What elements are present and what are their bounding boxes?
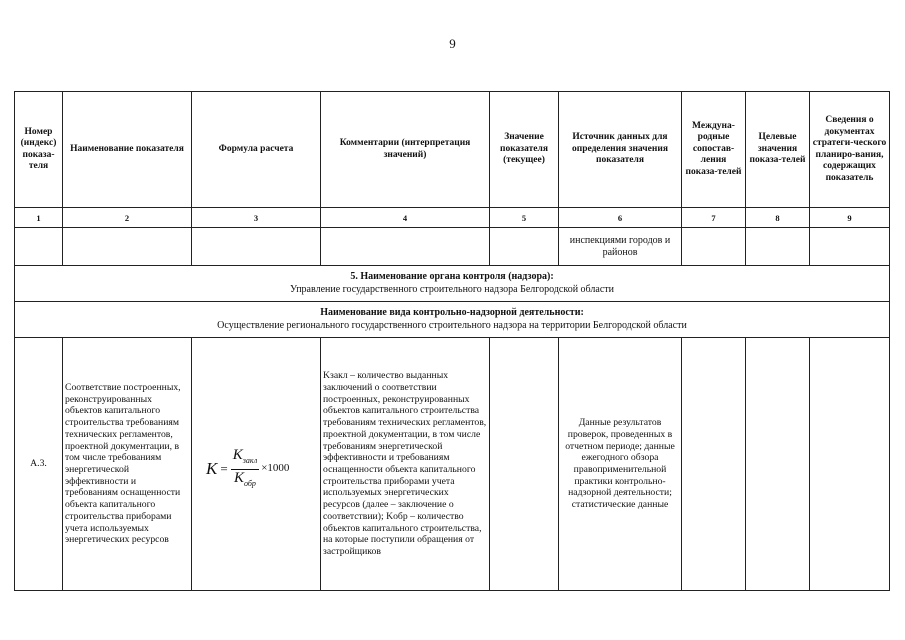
formula-equals: = xyxy=(220,461,228,477)
section-control-type xyxy=(15,302,890,338)
column-number: 7 xyxy=(682,208,746,228)
formula-numerator: $K_{закл}$ xyxy=(231,447,260,470)
indicator-formula xyxy=(192,338,321,591)
header-target: Целевые значения показа-телей xyxy=(746,92,810,208)
table-cell xyxy=(15,228,63,266)
column-number: 5 xyxy=(490,208,559,228)
indicator-documents xyxy=(810,338,890,591)
indicator-index: А.3. xyxy=(15,338,63,591)
formula-lhs: K xyxy=(206,459,218,479)
indicators-table xyxy=(14,91,890,591)
header-current-value: Значение показателя (текущее) xyxy=(490,92,559,208)
indicator-row xyxy=(15,338,890,591)
header-index: Номер (индекс) показа-теля xyxy=(15,92,63,208)
header-source: Источник данных для определения значения показателя xyxy=(559,92,682,208)
header-comment: Комментарии (интерпретация значений) xyxy=(321,92,490,208)
column-number: 4 xyxy=(321,208,490,228)
indicator-source: Данные результатов проверок, проведенных в отчетном периоде; данные ежегодного обзора правоприменительной практики контрольно-надзорной деятельности; статистические данные xyxy=(559,338,682,591)
header-documents: Сведения о документах стратеги-ческого планиро-вания, содержащих показатель xyxy=(810,92,890,208)
indicator-current-value xyxy=(490,338,559,591)
section-control-type-value: Осуществление регионального государственного строительного надзора на территории Белгородской области xyxy=(217,319,687,331)
header-formula: Формула расчета xyxy=(192,92,321,208)
table-cell xyxy=(63,228,192,266)
table-cell xyxy=(321,228,490,266)
header-international: Междуна-родные сопостав-ления показа-телей xyxy=(682,92,746,208)
section-control-body-value: Управление государственного строительного надзора Белгородской области xyxy=(290,283,614,295)
indicator-target xyxy=(746,338,810,591)
table-cell xyxy=(490,228,559,266)
continuation-source: инспекциями городов и районов xyxy=(559,228,682,266)
table-cell xyxy=(682,228,746,266)
formula-denominator: $K_{обр}$ xyxy=(233,469,256,488)
section-control-type-row xyxy=(15,302,890,338)
formula-multiplier: ×1000 xyxy=(261,462,290,475)
section-control-body xyxy=(15,266,890,302)
table-cell xyxy=(810,228,890,266)
header-row xyxy=(15,92,890,208)
column-number-row xyxy=(15,208,890,228)
column-number: 9 xyxy=(810,208,890,228)
column-number: 8 xyxy=(746,208,810,228)
continuation-row xyxy=(15,228,890,266)
section-control-type-title: Наименование вида контрольно-надзорной деятельности: xyxy=(320,307,584,318)
column-number: 1 xyxy=(15,208,63,228)
section-control-body-row xyxy=(15,266,890,302)
table-cell xyxy=(746,228,810,266)
page-number: 9 xyxy=(449,36,456,51)
indicator-international xyxy=(682,338,746,591)
table-cell xyxy=(192,228,321,266)
formula-expression xyxy=(194,437,318,492)
indicator-name: Соответствие построенных, реконструированных объектов капитального строительства требованиям технических регламентов, проектной документации, в том числе требованиям энергетической эффективности и требованиям оснащенности объекта капитального строительства приборами учета используемых энергетических ресурсов xyxy=(63,338,192,591)
section-control-body-title: 5. Наименование органа контроля (надзора): xyxy=(350,271,554,282)
column-number: 3 xyxy=(192,208,321,228)
column-number: 2 xyxy=(63,208,192,228)
indicator-comment: Kзакл – количество выданных заключений о соответствии построенных, реконструированных объектов капитального строительства требованиям технических регламентов, проектной документации, в том числе требованиям энергетической эффективности и требованиям оснащенности объекта капитального строительства приборами учета используемых энергетических ресурсов (далее – заключение о соответствии); Kобр – количество объектов капитального строительства, на которые поступили обращения от застройщиков xyxy=(321,338,490,591)
formula-fraction xyxy=(231,447,260,492)
column-number: 6 xyxy=(559,208,682,228)
header-name: Наименование показателя xyxy=(63,92,192,208)
